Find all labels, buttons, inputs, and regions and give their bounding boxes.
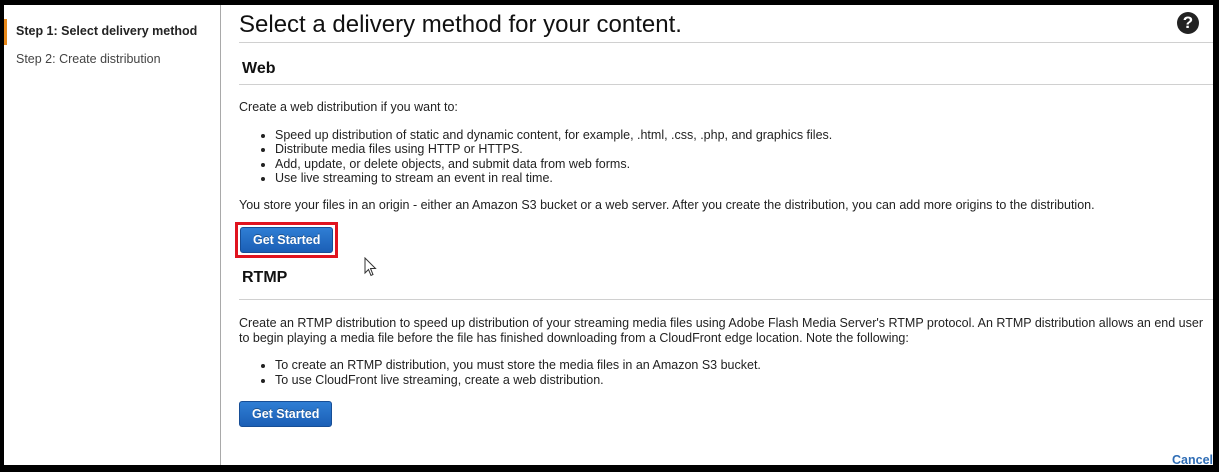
rtmp-bullets [275,358,1213,387]
web-section-title: Web [239,43,1213,85]
help-icon[interactable]: ? [1177,12,1199,34]
cancel-link[interactable]: Cancel [1172,453,1213,465]
list-item: • Add, update, or delete objects, and submit data from web forms. [275,157,1213,172]
list-item: • Distribute media files using HTTP or HTTPS. [275,142,1213,157]
list-item: • To create an RTMP distribution, you must store the media files in an Amazon S3 bucket. [275,358,1213,373]
sidebar-step-1[interactable]: Step 1: Select delivery method [4,17,220,45]
rtmp-get-started-button[interactable]: Get Started [239,401,332,427]
web-intro: Create a web distribution if you want to: [239,100,458,114]
rtmp-intro-line-1: Create an RTMP distribution to speed up distribution of your streaming media files using Adobe Flash Media Server's RTMP protocol. An RTMP distribution allows an end user [239,316,1203,330]
list-item: • To use CloudFront live streaming, create a web distribution. [275,373,1213,388]
page-frame [4,5,1213,465]
wizard-sidebar [4,5,221,465]
list-item: • Speed up distribution of static and dynamic content, for example, .html, .css, .php, and graphics files. [275,128,1213,143]
rtmp-section [239,260,1213,427]
list-item: • Use live streaming to stream an event in real time. [275,171,1213,186]
page-title: Select a delivery method for your content. [239,5,1213,43]
web-section [239,43,1213,258]
rtmp-section-title: RTMP [239,260,1213,300]
web-note: You store your files in an origin - either an Amazon S3 bucket or a web server. After you create the distribution, you can add more origins to the distribution. [239,197,1095,212]
mouse-cursor-icon [364,257,378,277]
web-bullets [275,128,1213,186]
main-content [222,5,1213,465]
rtmp-intro-line-2: to begin playing a media file before the file has finished downloading from a CloudFront edge location. Note the following: [239,330,909,345]
highlight-box [235,222,338,258]
web-get-started-button[interactable]: Get Started [240,227,333,253]
rtmp-button-row [239,401,1213,427]
sidebar-step-2[interactable]: Step 2: Create distribution [16,52,161,66]
